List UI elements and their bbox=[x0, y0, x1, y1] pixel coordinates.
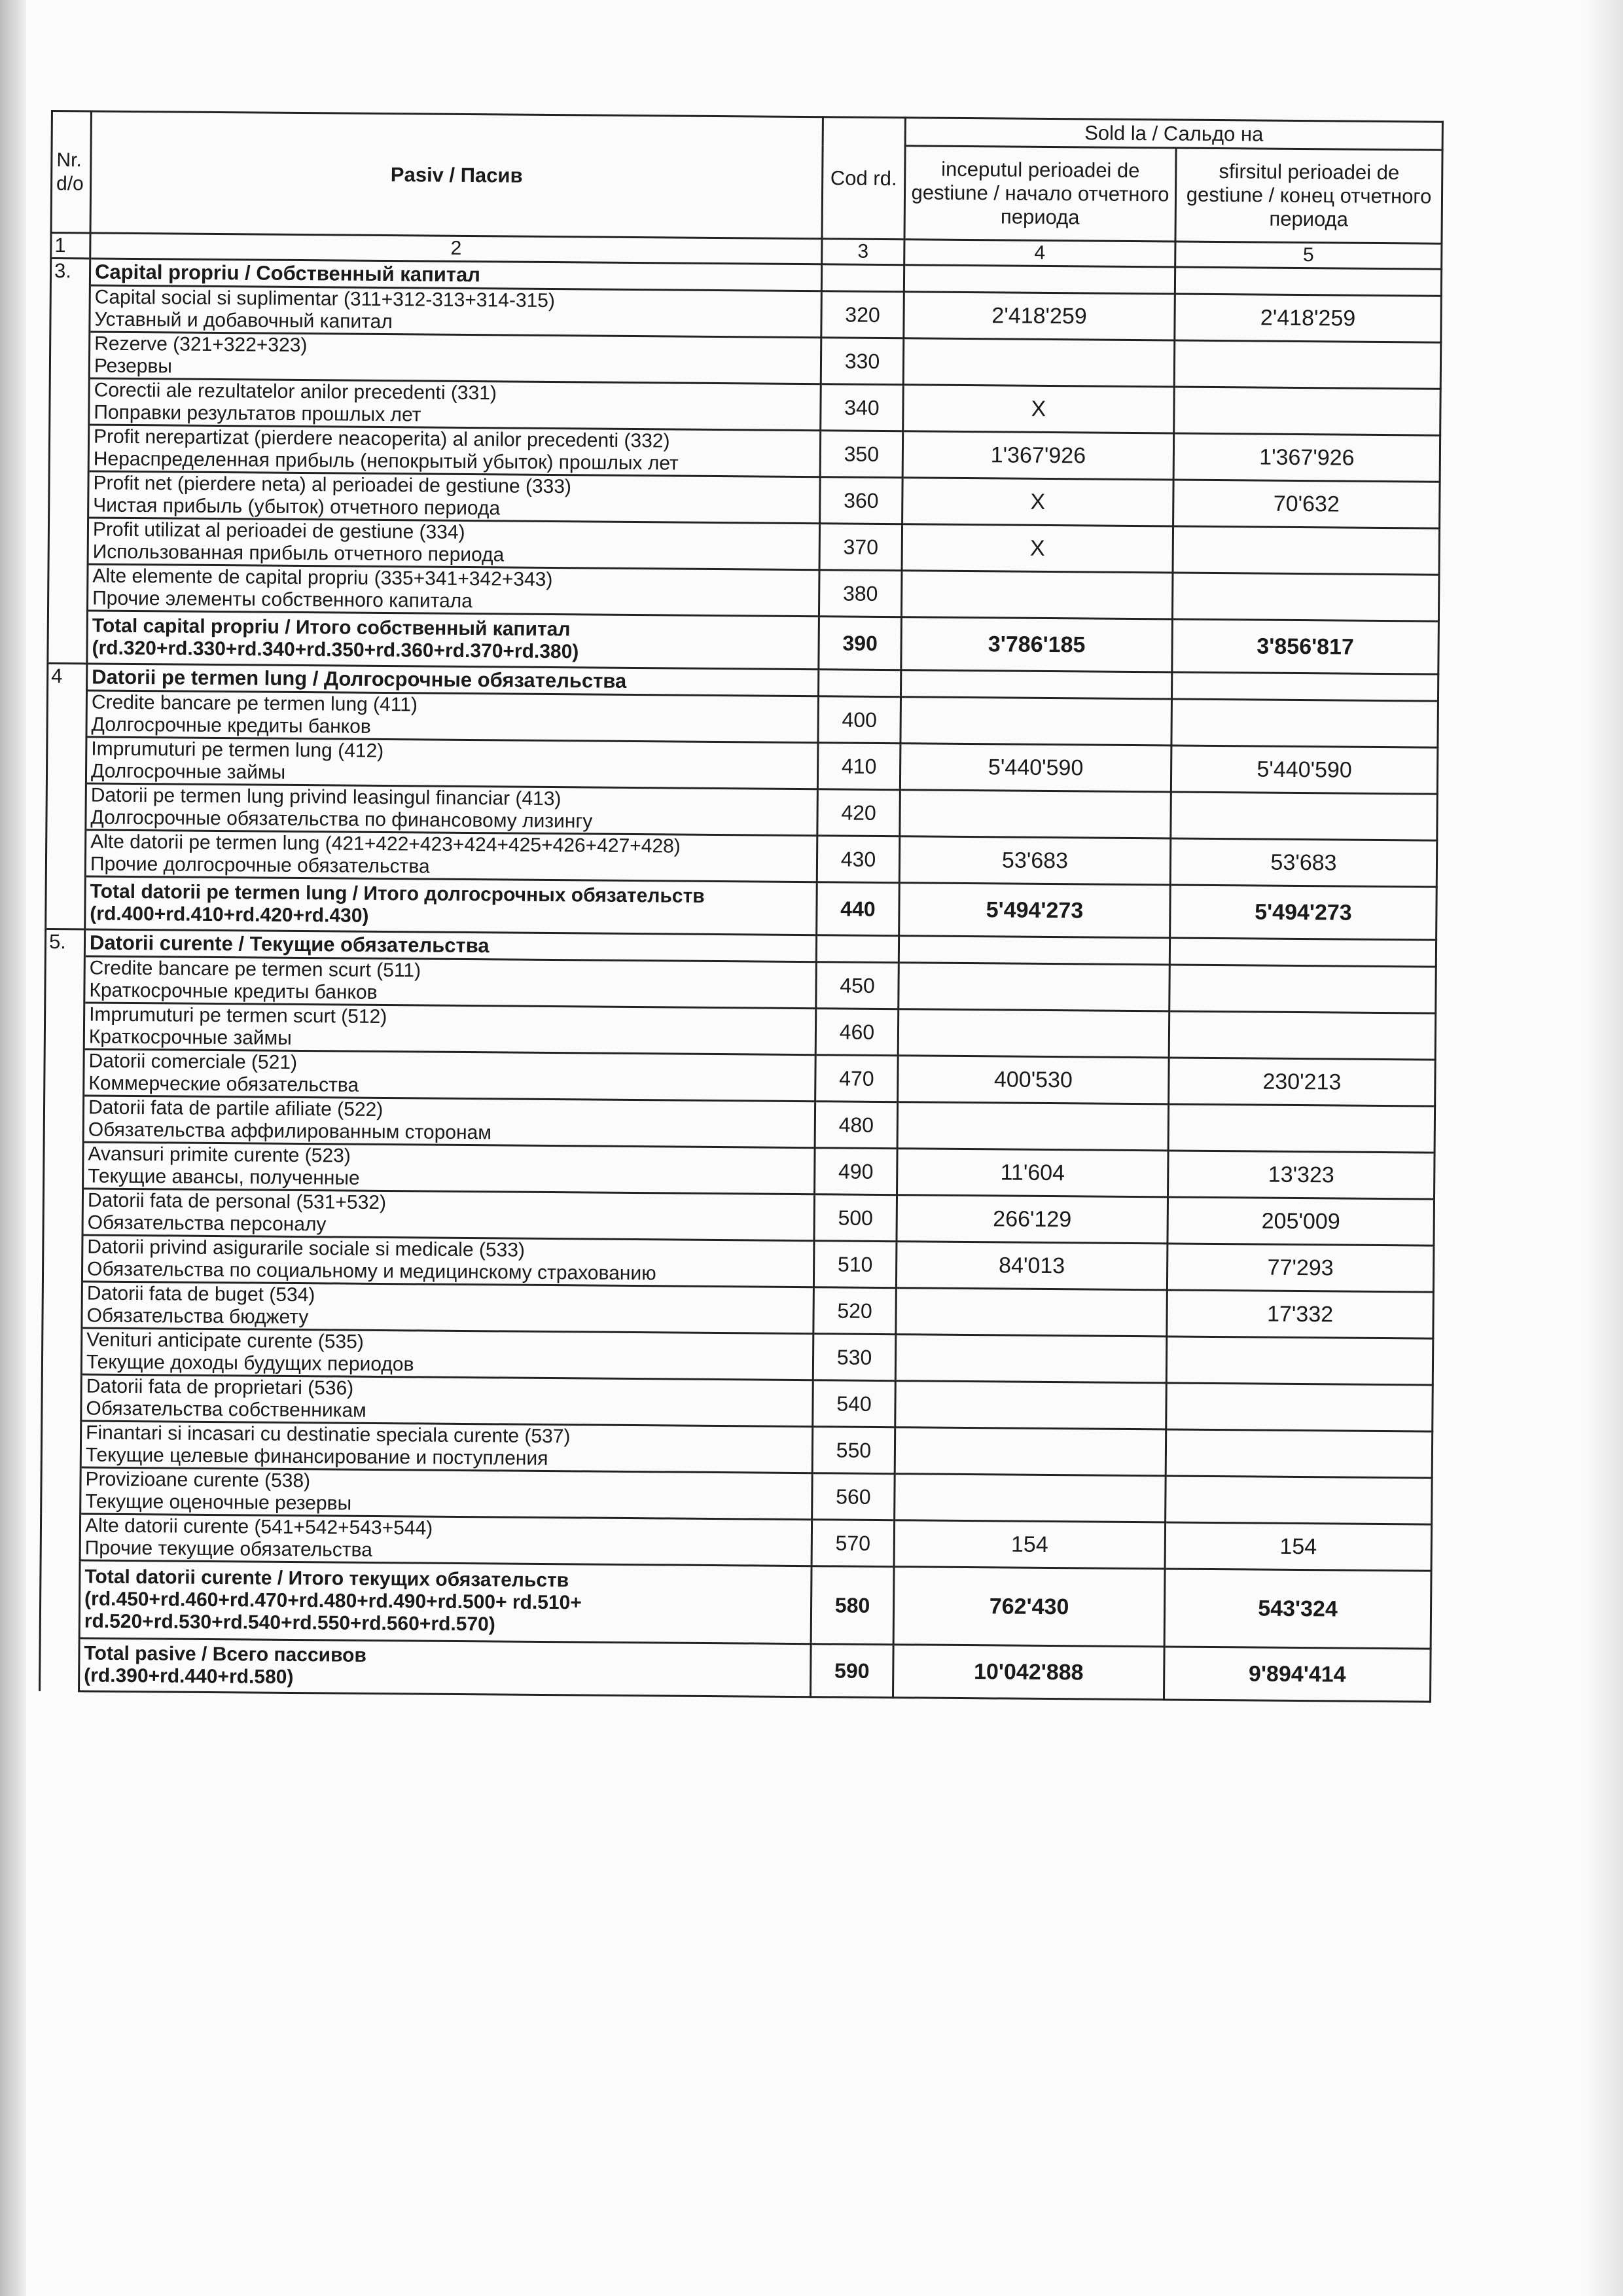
value-start-period bbox=[904, 265, 1175, 294]
row-label bbox=[82, 1235, 814, 1287]
label-ru: Использованная прибыль отчетного периода bbox=[92, 541, 505, 566]
row-label bbox=[80, 1421, 813, 1473]
row-nr bbox=[48, 564, 88, 610]
value-start-period: 266'129 bbox=[897, 1195, 1168, 1244]
scan-edge-right bbox=[1584, 0, 1623, 2296]
value-start-period bbox=[896, 1288, 1168, 1336]
label-ro: Datorii fata de personal (531+532) bbox=[87, 1189, 387, 1214]
value-start-period bbox=[901, 697, 1172, 745]
row-code: 540 bbox=[813, 1380, 896, 1427]
row-label bbox=[87, 564, 819, 617]
value-start-period bbox=[899, 963, 1170, 1011]
row-code: 360 bbox=[820, 477, 903, 524]
row-nr bbox=[41, 1467, 81, 1513]
row-nr bbox=[50, 285, 90, 332]
value-start-period: 2'418'259 bbox=[904, 292, 1175, 340]
row-nr bbox=[45, 1002, 84, 1049]
value-end-period: 230'213 bbox=[1169, 1058, 1436, 1106]
row-nr bbox=[46, 736, 86, 783]
row-label bbox=[82, 1189, 815, 1241]
value-end-period: 9'894'414 bbox=[1164, 1647, 1431, 1702]
row-nr bbox=[43, 1234, 82, 1281]
value-start-period bbox=[895, 1381, 1167, 1429]
value-start-period: X bbox=[902, 478, 1174, 526]
value-start-period bbox=[903, 338, 1175, 387]
liabilities-table bbox=[39, 110, 1444, 1703]
label-ro: Finantari si incasari cu destinatie speciala curente (537) bbox=[85, 1422, 571, 1448]
row-label bbox=[89, 332, 821, 384]
label-ru: Долгосрочные займы bbox=[90, 760, 286, 783]
row-code: 450 bbox=[816, 962, 899, 1009]
value-end-period: 205'009 bbox=[1168, 1197, 1435, 1246]
row-code: 370 bbox=[819, 524, 902, 571]
row-label bbox=[82, 1282, 814, 1334]
value-start-period: 1'367'926 bbox=[902, 431, 1174, 480]
row-label bbox=[88, 518, 820, 570]
label-ro: Datorii pe termen lung / Долгосрочные обязательства bbox=[92, 665, 627, 692]
label-ru: (rd.400+rd.410+rd.420+rd.430) bbox=[90, 903, 369, 927]
value-end-period bbox=[1166, 1336, 1433, 1385]
value-end-period: 17'332 bbox=[1167, 1290, 1434, 1338]
row-code: 570 bbox=[812, 1520, 895, 1567]
row-nr: 5. bbox=[45, 929, 84, 956]
row-nr bbox=[45, 1049, 84, 1095]
label-ru: Прочие элементы собственного капитала bbox=[92, 587, 473, 613]
label-ru: Резервы bbox=[94, 355, 173, 378]
row-nr bbox=[50, 332, 90, 378]
row-label bbox=[87, 611, 819, 670]
total-row bbox=[40, 1560, 1431, 1649]
row-code: 330 bbox=[821, 338, 904, 385]
row-nr bbox=[43, 1281, 82, 1327]
value-end-period bbox=[1169, 938, 1436, 967]
row-label bbox=[83, 1096, 815, 1148]
value-end-period bbox=[1166, 1476, 1433, 1524]
row-code: 480 bbox=[815, 1102, 898, 1149]
row-label bbox=[79, 1560, 812, 1644]
value-start-period bbox=[900, 790, 1171, 838]
row-label bbox=[88, 471, 821, 524]
index-4: 4 bbox=[904, 240, 1175, 267]
label-ru: Текущие оценочные резервы bbox=[85, 1490, 352, 1515]
label-ro: Datorii fata de buget (534) bbox=[86, 1282, 315, 1306]
label-ru: Прочие текущие обязательства bbox=[84, 1537, 373, 1561]
row-code: 500 bbox=[814, 1194, 897, 1242]
row-code: 320 bbox=[821, 291, 904, 338]
label-ru: Краткосрочные займы bbox=[88, 1026, 292, 1049]
value-end-period bbox=[1171, 699, 1438, 747]
label-ru: Уставный и добавочный капитал bbox=[94, 308, 393, 333]
value-end-period bbox=[1174, 387, 1441, 435]
value-end-period: 70'632 bbox=[1173, 480, 1440, 528]
value-end-period bbox=[1175, 267, 1441, 296]
row-code: 580 bbox=[811, 1566, 894, 1645]
label-ro: Datorii privind asigurarile sociale si medicale (533) bbox=[87, 1236, 526, 1261]
label-ro: Profit utilizat al perioadei de gestiune (334) bbox=[92, 518, 465, 543]
row-code: 400 bbox=[818, 696, 901, 744]
label-ro: Alte elemente de capital propriu (335+341+342+343) bbox=[92, 565, 553, 591]
row-label bbox=[83, 1142, 815, 1194]
label-ru: Обязательства персоналу bbox=[87, 1211, 327, 1236]
row-label bbox=[84, 1049, 816, 1102]
row-label bbox=[90, 285, 822, 338]
label-ro: Alte datorii pe termen lung (421+422+423+424+425+426+427+428) bbox=[90, 831, 681, 857]
row-label bbox=[81, 1328, 813, 1380]
header-nr: Nr. d/o bbox=[51, 111, 91, 233]
label-ru: Прочие долгосрочные обязательства bbox=[90, 853, 430, 878]
index-5: 5 bbox=[1175, 242, 1442, 269]
value-start-period: 53'683 bbox=[899, 836, 1171, 885]
row-nr bbox=[44, 1141, 84, 1188]
label-ro: Alte datorii curente (541+542+543+544) bbox=[84, 1515, 433, 1539]
row-label bbox=[86, 691, 819, 743]
row-code: 420 bbox=[817, 789, 901, 836]
value-end-period bbox=[1173, 526, 1440, 575]
label-ro: Total capital propriu / Итого собственный капитал bbox=[92, 615, 571, 641]
value-end-period bbox=[1166, 1429, 1433, 1478]
header-sold: Sold la / Сальдо на bbox=[905, 118, 1442, 150]
label-ru: Обязательства аффилированным сторонам bbox=[88, 1119, 492, 1144]
balance-sheet-liabilities bbox=[39, 110, 1442, 1703]
value-end-period bbox=[1169, 1011, 1436, 1060]
value-start-period: 5'440'590 bbox=[900, 744, 1171, 792]
row-code bbox=[821, 264, 904, 292]
label-ro: Datorii fata de partile afiliate (522) bbox=[88, 1096, 383, 1121]
label-ro: Capital social si suplimentar (311+312-313+314-315) bbox=[94, 286, 556, 312]
label-ru: Краткосрочные кредиты банков bbox=[89, 979, 378, 1003]
row-code: 560 bbox=[812, 1473, 895, 1520]
label-ru-cont: rd.520+rd.530+rd.540+rd.550+rd.560+rd.570) bbox=[84, 1610, 495, 1636]
value-start-period: 154 bbox=[894, 1520, 1166, 1569]
row-nr bbox=[46, 829, 86, 876]
row-code: 350 bbox=[820, 431, 903, 478]
label-ro: Credite bancare pe termen lung (411) bbox=[91, 691, 418, 716]
row-code: 390 bbox=[819, 617, 902, 670]
row-label bbox=[84, 1003, 816, 1055]
value-start-period: 10'042'888 bbox=[893, 1645, 1164, 1700]
value-start-period: X bbox=[903, 385, 1175, 433]
row-code bbox=[816, 935, 899, 963]
label-ru: Обязательства по социальному и медицинскому страхованию bbox=[86, 1258, 656, 1285]
label-ro: Avansuri primite curente (523) bbox=[88, 1143, 351, 1167]
row-nr bbox=[41, 1420, 81, 1467]
row-code: 340 bbox=[821, 384, 904, 431]
label-ro: Datorii fata de proprietari (536) bbox=[86, 1375, 354, 1399]
row-nr bbox=[41, 1513, 80, 1560]
row-label bbox=[85, 830, 817, 882]
row-label bbox=[85, 876, 817, 935]
label-ro: Provizioane curente (538) bbox=[85, 1468, 311, 1492]
value-start-period bbox=[895, 1427, 1166, 1476]
row-label bbox=[80, 1467, 813, 1520]
row-nr bbox=[49, 424, 89, 471]
label-ru: Нераспределенная прибыль (непокрытый убыток) прошлых лет bbox=[93, 448, 679, 475]
value-start-period bbox=[899, 936, 1169, 965]
row-code: 520 bbox=[813, 1287, 897, 1335]
value-start-period bbox=[895, 1474, 1166, 1522]
value-start-period bbox=[901, 670, 1171, 699]
value-end-period: 53'683 bbox=[1170, 838, 1437, 887]
value-start-period bbox=[898, 1009, 1169, 1058]
value-start-period: X bbox=[902, 524, 1173, 573]
row-code: 410 bbox=[817, 743, 901, 790]
value-start-period: 84'013 bbox=[896, 1242, 1168, 1290]
row-code: 440 bbox=[817, 882, 900, 936]
row-nr bbox=[48, 610, 88, 663]
label-ro: Total datorii pe termen lung / Итого долгосрочных обязательств bbox=[90, 880, 705, 907]
value-start-period: 3'786'185 bbox=[901, 617, 1173, 672]
row-code: 530 bbox=[813, 1334, 896, 1381]
total-row bbox=[40, 1638, 1431, 1702]
label-ru: Текущие доходы будущих периодов bbox=[86, 1351, 414, 1376]
label-ro: Datorii pe termen lung privind leasingul financiar (413) bbox=[90, 784, 562, 810]
row-nr bbox=[46, 876, 86, 929]
row-label bbox=[86, 737, 818, 789]
label-ru: (rd.320+rd.330+rd.340+rd.350+rd.360+rd.370+rd.380) bbox=[92, 637, 579, 663]
value-start-period: 762'430 bbox=[893, 1567, 1165, 1647]
row-nr bbox=[50, 378, 90, 424]
value-end-period bbox=[1174, 340, 1441, 389]
row-nr bbox=[42, 1374, 82, 1420]
value-end-period: 543'324 bbox=[1164, 1569, 1431, 1649]
index-1: 1 bbox=[51, 233, 90, 259]
value-start-period: 400'530 bbox=[898, 1056, 1169, 1104]
header-start: inceputul perioadei de gestiune / начало отчетного периода bbox=[904, 146, 1176, 242]
label-ro: Profit nerepartizat (pierdere neacoperita) al anilor precedenti (332) bbox=[93, 425, 670, 452]
label-ro: Corectii ale rezultatelor anilor precedenti (331) bbox=[94, 379, 497, 404]
row-code: 490 bbox=[815, 1148, 898, 1195]
value-end-period bbox=[1166, 1383, 1433, 1431]
scan-edge-shadow bbox=[0, 0, 26, 2296]
value-end-period: 77'293 bbox=[1167, 1244, 1434, 1292]
row-code: 550 bbox=[812, 1427, 895, 1474]
row-label bbox=[88, 425, 821, 477]
header-pasiv: Pasiv / Пасив bbox=[90, 111, 823, 239]
index-2: 2 bbox=[90, 233, 822, 264]
row-code: 510 bbox=[813, 1241, 897, 1288]
value-end-period: 154 bbox=[1165, 1522, 1432, 1571]
row-nr bbox=[49, 471, 89, 517]
label-ru: Долгосрочные обязательства по финансовому лизингу bbox=[90, 806, 593, 833]
label-ru: Чистая прибыль (убыток) отчетного периода bbox=[93, 494, 501, 520]
value-start-period: 11'604 bbox=[897, 1149, 1169, 1197]
label-ru: (rd.450+rd.460+rd.470+rd.480+rd.490+rd.500+ rd.510+ bbox=[84, 1588, 582, 1614]
value-end-period bbox=[1169, 965, 1436, 1013]
label-ro: Datorii curente / Текущие обязательства bbox=[89, 931, 490, 958]
row-label bbox=[81, 1374, 813, 1427]
label-ro: Imprumuturi pe termen scurt (512) bbox=[89, 1003, 387, 1028]
value-end-period bbox=[1171, 792, 1438, 840]
row-nr bbox=[48, 517, 88, 564]
label-ru: Долгосрочные кредиты банков bbox=[91, 713, 371, 738]
value-end-period: 1'367'926 bbox=[1173, 433, 1440, 482]
label-ro: Imprumuturi pe termen lung (412) bbox=[91, 738, 384, 762]
index-3: 3 bbox=[822, 239, 904, 265]
row-nr bbox=[40, 1638, 80, 1691]
label-ro: Total pasive / Всего пассивов bbox=[84, 1642, 367, 1666]
label-ro: Capital propriu / Собственный капитал bbox=[94, 260, 481, 287]
value-end-period bbox=[1171, 672, 1438, 701]
row-label bbox=[80, 1514, 812, 1566]
row-code: 470 bbox=[815, 1055, 899, 1102]
value-end-period: 5'440'590 bbox=[1171, 745, 1438, 794]
label-ru: Обязательства собственникам bbox=[86, 1397, 366, 1422]
value-end-period bbox=[1168, 1104, 1435, 1153]
label-ru: Текущие авансы, полученные bbox=[88, 1165, 360, 1189]
row-nr bbox=[46, 783, 86, 829]
label-ru: Поправки результатов прошлых лет bbox=[94, 401, 421, 426]
row-nr bbox=[47, 690, 87, 736]
value-end-period: 2'418'259 bbox=[1175, 294, 1442, 342]
row-label bbox=[84, 956, 817, 1009]
label-ro: Rezerve (321+322+323) bbox=[94, 332, 308, 357]
header-end: sfirsitul perioadei de gestiune / конец отчетного периода bbox=[1175, 148, 1442, 243]
row-label bbox=[79, 1638, 812, 1697]
value-end-period: 5'494'273 bbox=[1170, 885, 1437, 940]
row-code: 430 bbox=[817, 836, 900, 883]
row-label bbox=[89, 378, 821, 431]
row-code: 380 bbox=[819, 570, 902, 617]
row-nr bbox=[40, 1560, 80, 1638]
row-nr: 3. bbox=[50, 259, 90, 285]
row-nr bbox=[45, 956, 85, 1002]
label-ru: Обязательства бюджету bbox=[86, 1304, 309, 1329]
label-ro: Venituri anticipate curente (535) bbox=[86, 1329, 364, 1353]
row-code bbox=[819, 670, 901, 697]
row-nr bbox=[44, 1095, 84, 1141]
label-ru: Коммерческие обязательства bbox=[88, 1072, 359, 1096]
row-nr: 4 bbox=[48, 663, 87, 690]
label-ro: Credite bancare pe termen scurt (511) bbox=[89, 957, 421, 982]
value-end-period: 3'856'817 bbox=[1172, 619, 1439, 674]
value-end-period: 13'323 bbox=[1168, 1151, 1435, 1199]
label-ro: Profit net (pierdere neta) al perioadei de gestiune (333) bbox=[93, 472, 572, 498]
header-code: Cod rd. bbox=[822, 117, 905, 240]
label-ru: (rd.390+rd.440+rd.580) bbox=[84, 1664, 294, 1688]
row-label bbox=[86, 783, 818, 836]
value-start-period: 5'494'273 bbox=[899, 883, 1171, 938]
label-ro: Total datorii curente / Итого текущих обязательств bbox=[84, 1566, 569, 1592]
value-start-period bbox=[897, 1102, 1169, 1151]
value-start-period bbox=[901, 571, 1173, 619]
value-start-period bbox=[895, 1335, 1167, 1383]
value-end-period bbox=[1172, 573, 1439, 621]
row-nr bbox=[43, 1188, 83, 1234]
label-ru: Текущие целевые финансирование и поступления bbox=[85, 1444, 548, 1470]
label-ro: Datorii comerciale (521) bbox=[88, 1050, 298, 1073]
row-code: 460 bbox=[815, 1009, 899, 1056]
row-code: 590 bbox=[810, 1644, 893, 1698]
row-nr bbox=[42, 1327, 82, 1374]
